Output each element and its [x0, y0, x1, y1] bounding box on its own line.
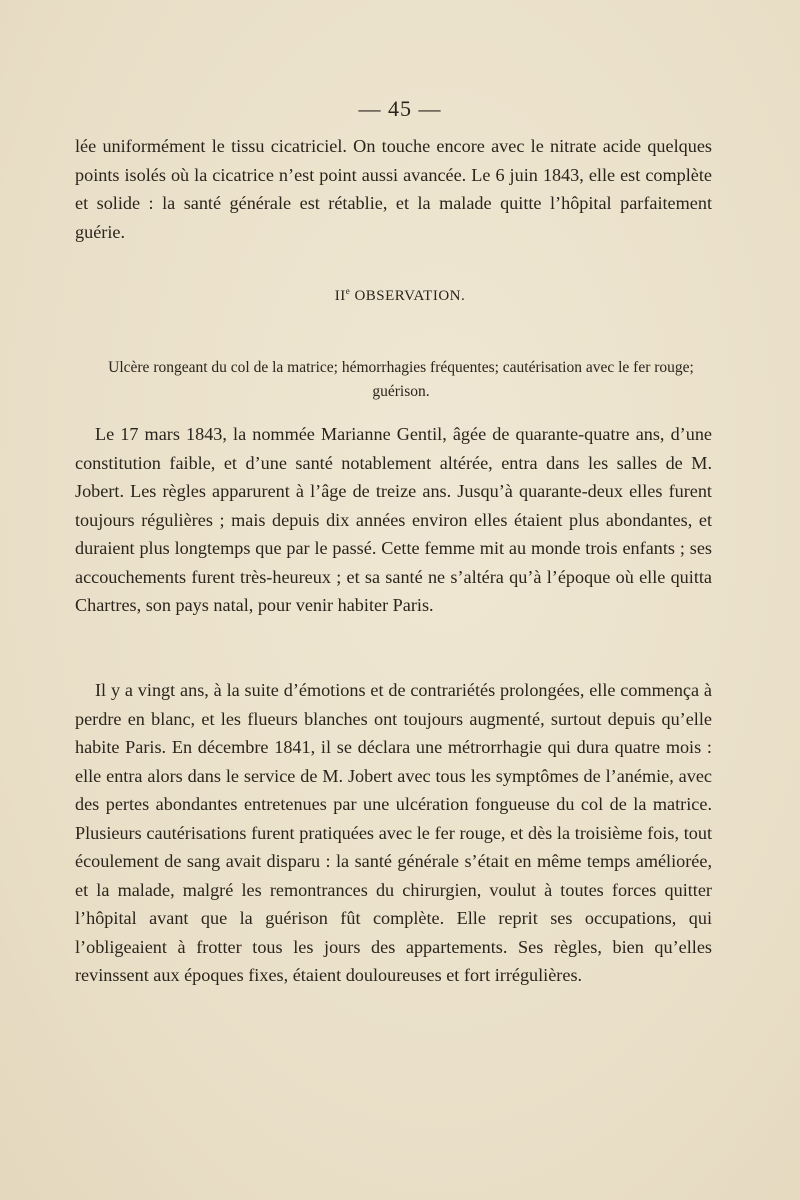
observation-number: II — [334, 288, 346, 304]
continuation-paragraph: lée uniformément le tissu cicatriciel. On touche encore avec le nitrate acide quelques points isolés où la cicatrice n’est point aussi avancée. Le 6 juin 1843, elle est complète et solide : la santé générale est rétablie, et la malade quitte l’hôpital parfaitement guérie. — [75, 136, 712, 242]
observation-title: OBSERVATION. — [354, 288, 466, 304]
observation-number-suffix: e — [345, 286, 351, 296]
page-number: — 45 — — [358, 96, 442, 121]
observation-summary: Ulcère rongeant du col de la matrice; hémorrhagies fréquentes; cautérisation avec le fer rouge; guérison. — [108, 358, 694, 400]
body-paragraph-2: Il y a vingt ans, à la suite d’émotions et de contrariétés prolongées, elle commença à perdre en blanc, et les flueurs blanches ont toujours augmenté, surtout depuis qu’elle habite Paris. En décembre 1841, il se déclara une métrorrhagie qui dura quatre mois : elle entra alors dans le service de M. Jobert avec tous les symptômes de l’anémie, avec des pertes abondantes entretenues par une ulcération fongueuse du col de la matrice. Plusieurs cautérisations furent pratiquées avec le fer rouge, et dès la troisième fois, tout écoulement de sang avait disparu : la santé générale s’était en même temps améliorée, et la malade, malgré les remontrances du chirurgien, voulut à toutes forces quitter l’hôpital avant que la guérison fût complète. Elle reprit ses occupations, qui l’obligeaient à frotter tous les jours des appartements. Ses règles, bien qu’elles revinssent aux époques fixes, étaient douloureuses et fort irrégulières. — [75, 680, 712, 985]
observation-heading — [0, 286, 800, 305]
body-paragraph-1: Le 17 mars 1843, la nommée Marianne Gentil, âgée de quarante-quatre ans, d’une constitution faible, et d’une santé notablement altérée, entra dans les salles de M. Jobert. Les règles apparurent à l’âge de treize ans. Jusqu’à quarante-deux elles furent toujours régulières ; mais depuis dix années environ elles étaient plus abondantes, et duraient plus longtemps que par le passé. Cette femme mit au monde trois enfants ; ses accouchements furent très-heureux ; et sa santé ne s’altéra qu’à l’époque où elle quitta Chartres, son pays natal, pour venir habiter Paris. — [75, 424, 712, 615]
